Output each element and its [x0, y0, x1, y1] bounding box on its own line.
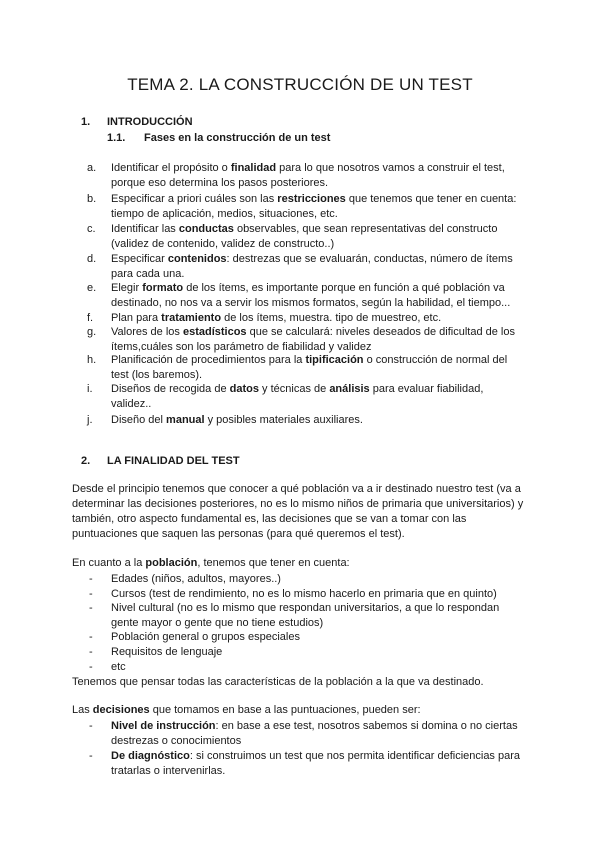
- phase-text-pre: Plan para: [111, 312, 162, 324]
- phase-text-pre: Identificar las: [111, 223, 179, 235]
- decision-text-line2: destrezas o conocimientos: [111, 735, 242, 747]
- section-2-heading: LA FINALIDAD DEL TEST: [107, 455, 240, 467]
- section-1-number: 1.: [81, 116, 91, 128]
- intro-line: puntuaciones que saquen las personas (para qué queremos el test).: [72, 528, 405, 540]
- poblacion-text-line1: Nivel cultural (no es lo mismo que respondan universitarios, a que lo respondan: [111, 602, 500, 614]
- phase-keyword: conductas: [178, 223, 234, 235]
- page-title: TEMA 2. LA CONSTRUCCIÓN DE UN TEST: [127, 75, 473, 94]
- phase-text-pre: Elegir: [111, 282, 143, 294]
- dash-marker: -: [89, 661, 93, 673]
- phase-text-post: que tenemos que tener en cuenta:: [345, 193, 517, 205]
- poblacion-text: [111, 630, 541, 645]
- phase-text-line2: destinado, no nos va a servir los mismos formatos, según la habilidad, el tiempo...: [111, 297, 511, 309]
- decisiones-pre: Las: [72, 704, 93, 716]
- intro-line: determinar las decisiones posteriores, no es lo mismo niños de primaria que universitarios) y: [72, 498, 524, 510]
- dash-marker: -: [89, 646, 93, 658]
- phase-text-post: de los ítems, muestra. tipo de muestreo, etc.: [221, 312, 442, 324]
- phase-text-pre: Especificar a priori cuáles son las: [111, 193, 278, 205]
- intro-paragraph: [72, 482, 536, 542]
- poblacion-text: [111, 601, 541, 631]
- phase-text: [111, 413, 541, 428]
- phase-text-pre: Diseño del: [111, 414, 167, 426]
- phase-marker: d.: [87, 253, 97, 265]
- phase-text-post: y técnicas de: [258, 383, 330, 395]
- poblacion-text-line1: Cursos (test de rendimiento, no es lo mismo hacerlo en primaria que en quinto): [111, 588, 497, 600]
- decision-text: [111, 719, 541, 749]
- phase-text-post: para evaluar fiabilidad,: [369, 383, 484, 395]
- phase-keyword: análisis: [329, 383, 370, 395]
- phase-text-post: de los ítems, es importante porque en función a qué población va: [183, 282, 505, 294]
- poblacion-text-line1: etc: [111, 661, 126, 673]
- phase-text-line2: porque eso determina los pasos posteriores.: [111, 177, 329, 189]
- phase-text-post: observables, que sean representativas del constructo: [233, 223, 498, 235]
- phase-keyword: manual: [166, 414, 205, 426]
- poblacion-post: , tenemos que tener en cuenta:: [197, 557, 350, 569]
- phase-text: [111, 353, 541, 383]
- section-1-heading: INTRODUCCIÓN: [107, 116, 193, 128]
- poblacion-text: [111, 660, 541, 675]
- phase-text-pre: Diseños de recogida de: [111, 383, 230, 395]
- poblacion-text-line1: Requisitos de lenguaje: [111, 646, 223, 658]
- phase-text: [111, 161, 541, 191]
- phase-keyword: finalidad: [230, 162, 277, 174]
- phase-marker: g.: [87, 326, 97, 338]
- phase-text-line2: test (los baremos).: [111, 369, 203, 381]
- decision-keyword: De diagnóstico: [111, 750, 190, 762]
- intro-line: también, otro aspecto fundamental es, las decisiones que se van a tomar con las: [72, 513, 467, 525]
- phase-keyword: formato: [142, 282, 184, 294]
- intro-line: Desde el principio tenemos que conocer a qué población va a ir destinado nuestro test (va a: [72, 483, 521, 495]
- phase-text: [111, 382, 541, 412]
- phase-text-line2: para cada una.: [111, 268, 185, 280]
- phase-text-pre: Planificación de procedimientos para la: [111, 354, 306, 366]
- phase-marker: e.: [87, 282, 97, 294]
- phase-text-line2: ítems,cuáles son los parámetro de fiabilidad y validez: [111, 341, 372, 353]
- phase-marker: h.: [87, 354, 97, 366]
- decisiones-post: que tomamos en base a las puntuaciones, pueden ser:: [149, 704, 421, 716]
- phase-text: [111, 325, 541, 355]
- phase-text-post: y posibles materiales auxiliares.: [204, 414, 363, 426]
- poblacion-text-line1: Edades (niños, adultos, mayores..): [111, 573, 281, 585]
- subsection-number: 1.1.: [107, 132, 126, 144]
- phase-text-line2: validez..: [111, 398, 152, 410]
- decision-text-line2: tratarlas o intervenirlas.: [111, 765, 226, 777]
- poblacion-close: Tenemos que pensar todas las características de la población a la que va destinado.: [72, 676, 484, 688]
- phase-keyword: contenidos: [167, 253, 227, 265]
- phase-text-post: para lo que nosotros vamos a construir el test,: [276, 162, 505, 174]
- decision-keyword: Nivel de instrucción: [111, 720, 216, 732]
- dash-marker: -: [89, 573, 93, 585]
- decisiones-bold: decisiones: [92, 704, 150, 716]
- phase-marker: b.: [87, 193, 97, 205]
- poblacion-text: [111, 645, 541, 660]
- phase-text-line2: (validez de contenido, validez de constructo..): [111, 238, 335, 250]
- phase-text-line2: tiempo de aplicación, medios, situaciones, etc.: [111, 208, 338, 220]
- dash-marker: -: [89, 602, 93, 614]
- dash-marker: -: [89, 720, 93, 732]
- phase-keyword: tipificación: [305, 354, 364, 366]
- decisiones-intro: [72, 703, 536, 718]
- phase-text: [111, 281, 541, 311]
- subsection-heading: Fases en la construcción de un test: [144, 132, 331, 144]
- phase-text-post: que se calculará: niveles deseados de dificultad de los: [246, 326, 515, 338]
- dash-marker: -: [89, 631, 93, 643]
- phase-text-post: o construcción de normal del: [363, 354, 508, 366]
- phase-text-pre: Especificar: [111, 253, 168, 265]
- dash-marker: -: [89, 588, 93, 600]
- phase-marker: i.: [87, 383, 93, 395]
- phase-text-pre: Identificar el propósito o: [111, 162, 231, 174]
- phase-text-pre: Valores de los: [111, 326, 183, 338]
- phase-marker: c.: [87, 223, 96, 235]
- phase-marker: a.: [87, 162, 97, 174]
- decision-text: [111, 749, 541, 779]
- phase-text: [111, 252, 541, 282]
- phase-keyword: restricciones: [277, 193, 346, 205]
- poblacion-text-line2: gente mayor o gente que no tiene estudios): [111, 617, 324, 629]
- decision-text-post: : si construimos un test que nos permita identificar deficiencias para: [189, 750, 521, 762]
- phase-text: [111, 192, 541, 222]
- poblacion-text: [111, 587, 541, 602]
- phase-keyword: tratamiento: [161, 312, 222, 324]
- decision-text-post: : en base a ese test, nosotros sabemos si domina o no ciertas: [215, 720, 518, 732]
- poblacion-pre: En cuanto a la: [72, 557, 146, 569]
- phase-marker: j.: [87, 414, 93, 426]
- dash-marker: -: [89, 750, 93, 762]
- phase-keyword: datos: [229, 383, 259, 395]
- poblacion-text-line1: Población general o grupos especiales: [111, 631, 300, 643]
- phase-text: [111, 222, 541, 252]
- phase-text-post: : destrezas que se evaluarán, conductas, número de ítems: [226, 253, 513, 265]
- phase-marker: f.: [87, 312, 94, 324]
- poblacion-text: [111, 572, 541, 587]
- phase-text: [111, 311, 541, 326]
- section-2-number: 2.: [81, 455, 91, 467]
- poblacion-bold: población: [145, 557, 198, 569]
- poblacion-intro: [72, 556, 536, 571]
- phase-keyword: estadísticos: [182, 326, 247, 338]
